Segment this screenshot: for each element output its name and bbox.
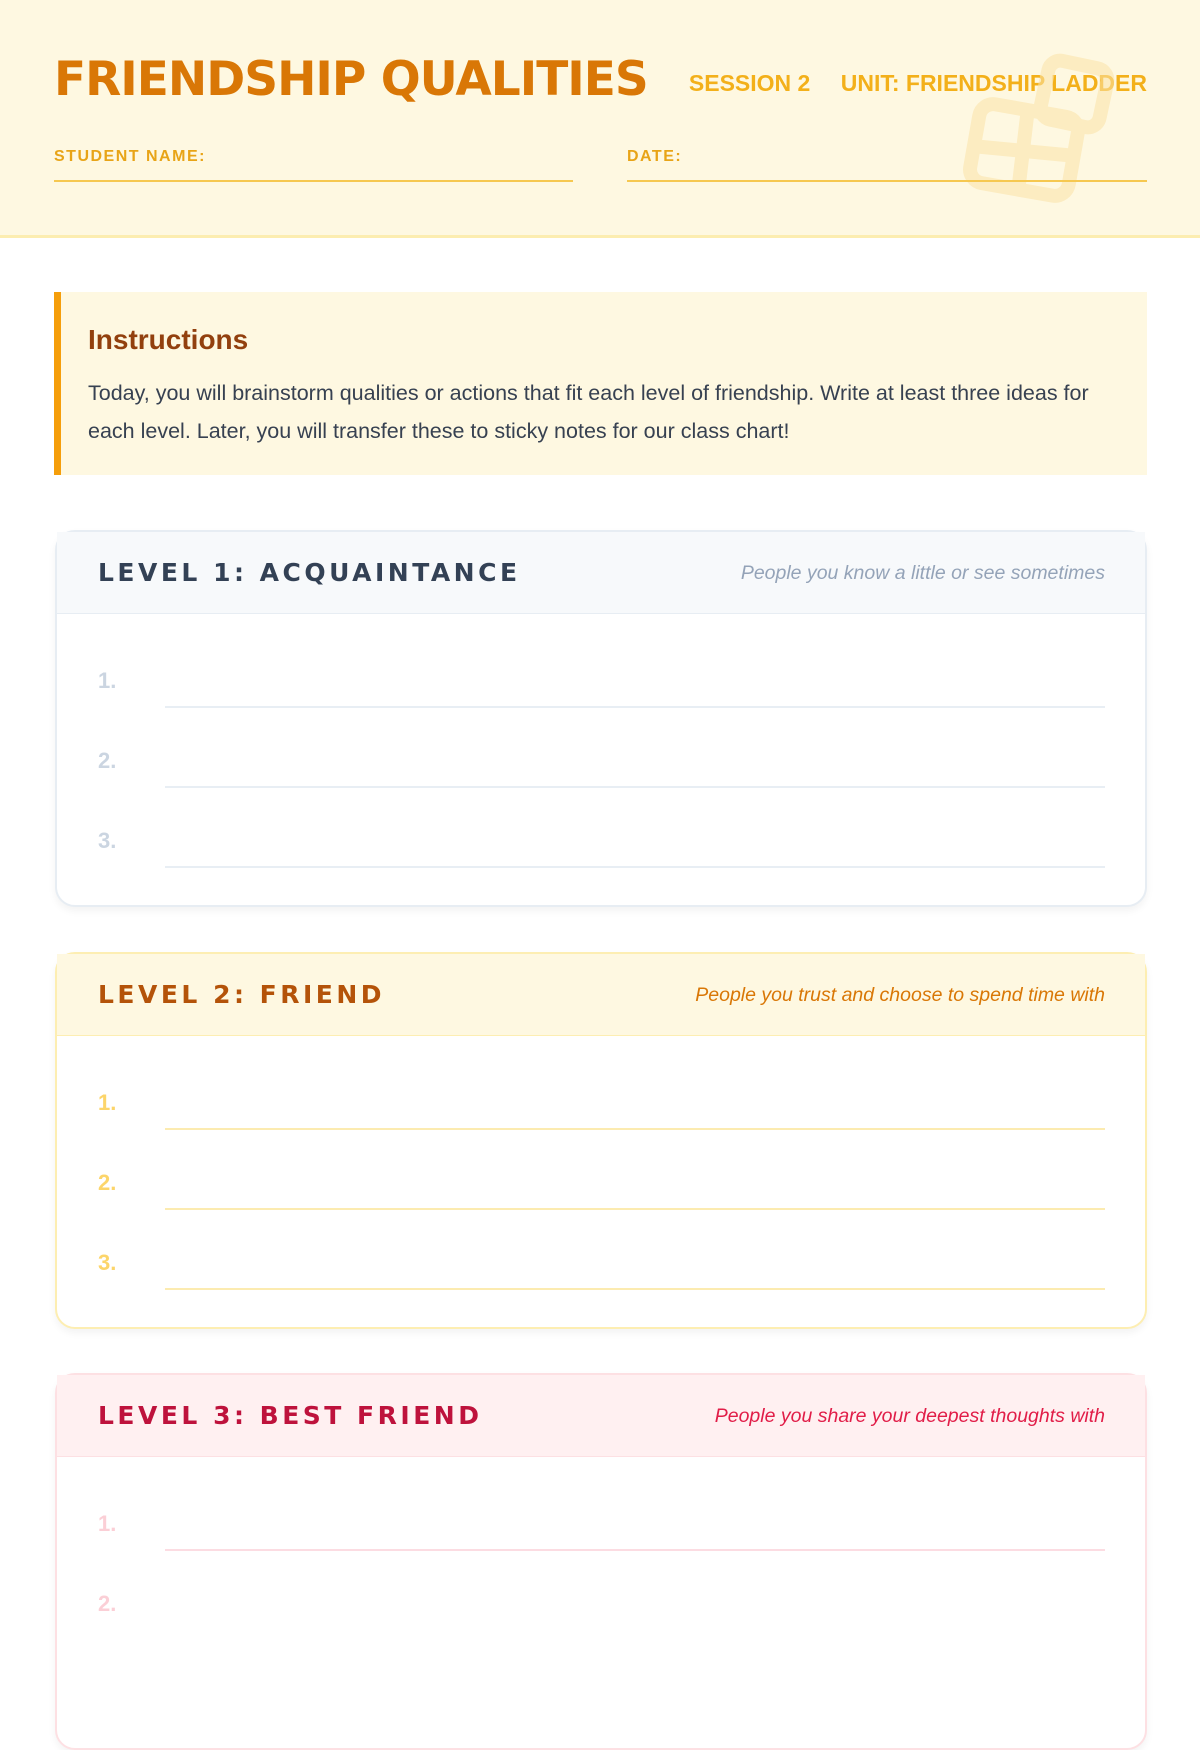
- date-label: DATE:: [627, 148, 683, 165]
- row-number: 1.: [98, 1511, 117, 1536]
- answer-line[interactable]: [165, 786, 1105, 788]
- student-name-label: STUDENT NAME:: [54, 148, 206, 165]
- level-2-title: LEVEL 2: FRIEND: [98, 980, 386, 1009]
- level-3-card: [55, 1373, 1147, 1750]
- level-3-header: [57, 1375, 1145, 1457]
- answer-line[interactable]: [165, 1288, 1105, 1290]
- row-number: 3.: [98, 828, 117, 853]
- level-3-title: LEVEL 3: BEST FRIEND: [98, 1401, 483, 1430]
- row-number: 2.: [98, 748, 117, 773]
- level-1-description: People you know a little or see sometimes: [740, 562, 1105, 584]
- level-1-card: [55, 530, 1147, 907]
- worksheet-header: [0, 0, 1200, 238]
- student-name-field[interactable]: [54, 180, 573, 182]
- answer-line[interactable]: [165, 1208, 1105, 1210]
- row-number: 2.: [98, 1591, 117, 1616]
- instructions-title: Instructions: [88, 324, 249, 355]
- answer-line[interactable]: [165, 1128, 1105, 1130]
- instructions-text: Today, you will brainstorm qualities or actions that fit each level of friendship. Write at least three ideas for each level. Later, you will transfer these to sticky notes for our class chart!: [88, 381, 1089, 443]
- level-1-header: [57, 532, 1145, 614]
- row-number: 1.: [98, 1090, 117, 1115]
- row-number: 3.: [98, 1250, 117, 1275]
- level-2-header: [57, 954, 1145, 1036]
- grid-squares-icon: [960, 58, 1110, 198]
- date-field[interactable]: [627, 180, 1147, 182]
- session-label: SESSION 2: [688, 70, 811, 96]
- level-2-description: People you trust and choose to spend time with: [695, 984, 1105, 1006]
- answer-line[interactable]: [165, 866, 1105, 868]
- level-2-card: [55, 952, 1147, 1329]
- answer-line[interactable]: [165, 1549, 1105, 1551]
- row-number: 2.: [98, 1170, 117, 1195]
- page-title: FRIENDSHIP QUALITIES: [54, 52, 648, 107]
- instructions-box: [54, 292, 1147, 475]
- level-3-description: People you share your deepest thoughts with: [714, 1405, 1105, 1427]
- row-number: 1.: [98, 668, 117, 693]
- unit-label: UNIT: FRIENDSHIP LADDER: [840, 70, 1147, 96]
- level-1-title: LEVEL 1: ACQUAINTANCE: [98, 558, 521, 587]
- answer-line[interactable]: [165, 706, 1105, 708]
